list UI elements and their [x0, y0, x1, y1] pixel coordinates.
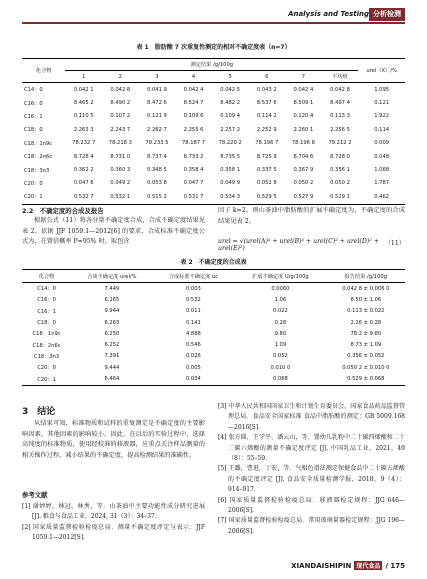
- compound-name: C16：1: [24, 113, 43, 120]
- table-cell: 0.360 3: [110, 167, 131, 174]
- compound-name: C20：1: [22, 190, 65, 204]
- compound-name: C18：1n9c: [32, 331, 61, 338]
- table-cell: 2.255 6: [183, 126, 204, 133]
- table-cell: 7.391: [104, 353, 120, 360]
- table1-column-header: 1: [65, 71, 102, 83]
- table-cell: 0.047 7: [183, 180, 204, 187]
- compound-name: C16：0: [37, 297, 56, 304]
- table-cell: 78.232 7: [72, 140, 96, 147]
- table1-column-header: 平均值: [322, 71, 359, 83]
- urel-cell: 0.009: [374, 140, 390, 147]
- table2-column-header: 合成标准不确定度 uc: [153, 270, 234, 283]
- compound-name: C20：1: [22, 373, 71, 385]
- compound-name: C18：2n6c: [32, 342, 61, 349]
- table-cell: 0.053 8: [147, 180, 167, 187]
- table-row: [22, 83, 405, 97]
- table1-header-urel: urel（X）/%: [358, 59, 405, 83]
- table-cell: 0.529 5: [248, 190, 285, 204]
- table-cell: 0.034: [153, 373, 234, 385]
- compound-name: C18：2n6c: [24, 154, 53, 161]
- table-cell: 0.042 1: [73, 86, 94, 93]
- table-row: [22, 150, 405, 163]
- table-cell: 8.728 4: [73, 153, 94, 160]
- table1-column-header: 6: [248, 71, 285, 83]
- table-cell: 1.06: [274, 296, 287, 303]
- formula-number: （11）: [384, 240, 405, 247]
- table1-column-header: 2: [102, 71, 139, 83]
- table-cell: 78.233 5: [145, 140, 169, 147]
- table-cell: 0.050 2 ± 0.010 0: [342, 364, 390, 371]
- table-cell: 0.527 9: [285, 190, 322, 204]
- urel-cell: 0.048: [374, 153, 390, 160]
- header-section-badge: 分析检测: [369, 8, 405, 21]
- urel-cell: 1.095: [374, 86, 390, 93]
- compound-name: C20：0: [24, 180, 43, 187]
- table-cell: 7.449: [104, 285, 120, 292]
- table-row: [22, 339, 405, 350]
- compound-name: C14：0: [37, 286, 56, 293]
- table-row: [22, 328, 405, 339]
- table-cell: 0.003: [185, 285, 201, 292]
- compound-name: C18：3n3: [24, 167, 50, 174]
- table-cell: 0.049 2: [110, 180, 131, 187]
- table-cell: 0.026: [185, 353, 201, 360]
- table-cell: 2.263 3: [73, 126, 94, 133]
- table1-column-header: 5: [212, 71, 249, 83]
- table-cell: 0.050 2: [330, 180, 350, 187]
- table-row: [22, 177, 405, 190]
- table-cell: 0.531 7: [175, 190, 212, 204]
- table-cell: 0.28: [274, 319, 287, 326]
- compound-name: C18：0: [24, 127, 43, 134]
- compound-name: C18：0: [37, 320, 56, 327]
- table-row: [22, 373, 405, 385]
- table-cell: 2.260 1: [293, 126, 314, 133]
- table-cell: 78.220 2: [218, 140, 242, 147]
- table-cell: 8.465 2: [73, 100, 94, 107]
- table-cell: 0.047 6: [73, 180, 94, 187]
- compound-name: C16：1: [37, 308, 56, 315]
- table-cell: 0.011: [185, 308, 201, 315]
- table-cell: 0.367 9: [293, 167, 314, 174]
- table-cell: 0.109 4: [220, 113, 241, 120]
- table-cell: 78.218 3: [108, 140, 132, 147]
- table-row: [22, 96, 405, 109]
- table-cell: 8.524 7: [183, 100, 204, 107]
- table-cell: 0.546: [185, 342, 201, 349]
- table-cell: 0.050 2: [293, 180, 314, 187]
- table-cell: 6.250: [104, 330, 120, 337]
- table-cell: 0.049 9: [220, 180, 241, 187]
- table-cell: 0.022: [272, 308, 288, 315]
- uncertainty-formula: [218, 238, 405, 252]
- table-cell: 0.110 5: [73, 113, 94, 120]
- table-cell: 0.107 2: [110, 113, 131, 120]
- table-cell: 6.265: [104, 296, 120, 303]
- reference-item: [3] 中华人民共和国国家卫生和计划生育委员会，国家食品药品监督管理总局．食品安全国家标准 食品中脂肪酸的测定：GB 5009.168—2016[S].: [218, 403, 405, 431]
- table-cell: 0.113 ± 0.022: [347, 308, 385, 315]
- table-cell: 8.73 ± 1.09: [350, 342, 382, 349]
- table-cell: 0.042 4: [183, 86, 204, 93]
- table-cell: 0.534 3: [212, 190, 249, 204]
- table-cell: 78.2 ± 9.80: [350, 330, 382, 337]
- table-row: [22, 362, 405, 373]
- compound-name: C18：1n9c: [24, 140, 53, 147]
- table-cell: 8.490 2: [110, 100, 131, 107]
- table-cell: 8.482 2: [220, 100, 241, 107]
- table-cell: 8.737 4: [147, 153, 167, 160]
- table-cell: 0.114 2: [256, 113, 277, 120]
- table-cell: 8.731 0: [110, 153, 131, 160]
- table-cell: 0.120 4: [293, 113, 314, 120]
- table1-column-header: 3: [139, 71, 176, 83]
- table-cell: 0.141: [185, 319, 201, 326]
- header-section-label: Analysis and Testing: [288, 10, 369, 18]
- table2-column-header: 合成不确定度 urel/%: [71, 270, 153, 283]
- table-row: [22, 351, 405, 362]
- table-cell: 6.252: [104, 342, 120, 349]
- table1-header-compound: 化合物: [22, 59, 65, 83]
- table-cell: 8.735 5: [220, 153, 241, 160]
- table-cell: 0.042 5: [220, 86, 241, 93]
- compound-name: C20：0: [37, 365, 56, 372]
- table-cell: 0.529 ± 0.068: [327, 373, 405, 385]
- table-cell: 0.532 1: [102, 190, 139, 204]
- reference-item: [2] 国家质量监督检验检疫总局．测量不确定度评定与表示：JJF 1059.1—2012[S].: [22, 523, 205, 542]
- reference-item: [5] 王璐，曹进，丁宏，等．气相色谱法测定保健食品中二十碳五烯酸的不确定度评定 [J]. 食品安全质量检测学报，2018，9（4）：914–917.: [218, 465, 405, 494]
- table-row: [22, 317, 405, 328]
- footer-site: XIANDAISHIPIN: [291, 561, 352, 570]
- combined-uncertainty-table: [22, 269, 405, 386]
- table-cell: 2.262 7: [147, 126, 167, 133]
- compound-name: C16：0: [24, 100, 43, 107]
- table-cell: 0.362 2: [73, 167, 94, 174]
- table-cell: 0.0060: [271, 285, 290, 292]
- table-cell: 8.472 6: [147, 100, 167, 107]
- table2-column-header: 报告结果 /g/100g: [327, 270, 405, 283]
- page-footer: [291, 561, 405, 570]
- table-cell: 0.042 4: [293, 86, 314, 93]
- table-cell: 0.529 1: [322, 190, 359, 204]
- table-cell: 0.121 9: [147, 113, 167, 120]
- table1-caption: 表 1 脂肪酸 7 次重复性测定的相对不确定度表（n=7）: [136, 44, 291, 51]
- table-cell: 78.187 7: [182, 140, 206, 147]
- table-cell: 9.444: [104, 364, 120, 371]
- table-cell: 0.515 2: [139, 190, 176, 204]
- urel-cell: 0.121: [374, 100, 390, 107]
- compound-name: C18：3n3: [33, 353, 60, 360]
- table1-header-group: 测定结果 /g/100g: [65, 59, 358, 71]
- compound-name: C14：0: [24, 87, 43, 94]
- table-cell: 2.257 2: [220, 126, 241, 133]
- urel-cell: 0.462: [358, 190, 405, 204]
- table-cell: 0.337 5: [256, 167, 277, 174]
- table-row: [22, 110, 405, 123]
- table2-column-header: 化合物: [22, 270, 71, 283]
- table-cell: 0.041 9: [147, 86, 167, 93]
- formula-expression: urel = √(urel(A)² + urel(B)² + urel(C)² + urel(D)² + urel(E)²): [218, 238, 379, 252]
- table-cell: 8.497 4: [330, 100, 350, 107]
- table-cell: 0.042 8: [330, 86, 350, 93]
- table-cell: 0.043 2: [256, 86, 277, 93]
- table-cell: 0.113 3: [330, 113, 350, 120]
- table-row: [22, 123, 405, 136]
- table-cell: 4.888: [185, 330, 201, 337]
- table-cell: 6.464: [71, 373, 153, 385]
- table-cell: 0.005: [185, 364, 201, 371]
- footer-badge: 现代食品: [356, 563, 381, 570]
- reference-item: [7] 国家质量监督检验检疫总局．常用玻璃量器检定规程：JJG 196—2006[S].: [218, 517, 405, 535]
- reference-item: [6] 国家质量监督检验检疫总局．移液器检定规程：JJG 646—2006[S].: [218, 496, 405, 515]
- reference-item: [4] 张方圆，王学平，潘云山，等．婴幼儿乳粉中二十碳四烯酸和二十二碳六烯酸的测量不确定度评定 [J]. 中国乳品工业，2021，49（8）：55–59.: [218, 434, 405, 463]
- table-cell: 0.356 1: [330, 167, 350, 174]
- table-row: [22, 137, 405, 150]
- table2-column-header: 扩展不确定度 U/g/100g: [234, 270, 327, 283]
- table1-column-header: 7: [285, 71, 322, 83]
- table-cell: 0.042 8: [110, 86, 131, 93]
- table-cell: 1.09: [274, 342, 287, 349]
- urel-cell: 1.787: [374, 180, 390, 187]
- conclusion-heading: 3 结论: [22, 407, 56, 417]
- references-heading: 参考文献: [22, 491, 48, 499]
- table-cell: 8.725 9: [256, 153, 277, 160]
- repeatability-table: [22, 58, 405, 205]
- table-cell: 8.704 6: [293, 153, 314, 160]
- table-row: [22, 283, 405, 295]
- table-cell: 8.50 ± 1.06: [350, 296, 382, 303]
- table-cell: 0.532 7: [65, 190, 102, 204]
- table-cell: 2.252 9: [256, 126, 277, 133]
- table-cell: 0.358 4: [183, 167, 204, 174]
- urel-cell: 1.922: [374, 113, 390, 120]
- header-rule: [22, 22, 405, 24]
- table-cell: 0.532: [185, 296, 201, 303]
- table-cell: 78.196 8: [291, 140, 315, 147]
- section-2-2-paragraph-right: 因子 k=2，则山茶油中脂肪酸的扩展不确定度为，不确定度的合成结果见表 2。: [218, 207, 405, 225]
- table-cell: 8.728 0: [330, 153, 350, 160]
- table-cell: 2.26 ± 0.28: [350, 319, 382, 326]
- table-cell: 0.109 6: [183, 113, 204, 120]
- table-cell: 2.243 7: [110, 126, 131, 133]
- table1-column-header: 4: [175, 71, 212, 83]
- table-cell: 8.509 1: [293, 100, 314, 107]
- table-cell: 8.537 6: [256, 100, 277, 107]
- table-cell: 78.196 7: [255, 140, 279, 147]
- section-2-2-heading: 2.2 不确定度的合成及报告: [22, 207, 104, 215]
- page-number: / 175: [385, 561, 405, 570]
- table-cell: 6.263: [104, 319, 120, 326]
- table-cell: 9.80: [274, 330, 287, 337]
- table-cell: 0.042 8 ± 0.006 0: [342, 285, 390, 292]
- table-cell: 0.348 5: [147, 167, 167, 174]
- section-2-2-paragraph-left: 根据公式（11）将各分量不确定度合成，合成不确定度结果见表 2。依据 JJF 1059.1—2012[6] 的要求，合成标准不确定度公式为，在置信概率 P=95% 时，取包含: [22, 217, 205, 245]
- table2-caption: 表 2 不确定度的合成表: [180, 259, 247, 266]
- table-cell: 9.944: [104, 308, 120, 315]
- table-cell: 8.733 2: [183, 153, 204, 160]
- table-cell: 0.358 1: [220, 167, 241, 174]
- table-cell: 78.212 2: [328, 140, 352, 147]
- table-cell: 0.052: [272, 353, 288, 360]
- reference-item: [1] 谢婷婷，林冠，林秀，等．山茶油中主要功能性成分研究进展 [J]. 粮食与食品工业，2024, 31（3）：34–37.: [22, 503, 205, 521]
- table-cell: 0.052 8: [256, 180, 277, 187]
- table-cell: 0.010 0: [270, 364, 291, 371]
- urel-cell: 1.068: [374, 167, 390, 174]
- table-row: [22, 306, 405, 317]
- table-cell: 2.256 5: [330, 126, 350, 133]
- table-cell: 0.356 ± 0.052: [347, 353, 385, 360]
- table-row: [22, 294, 405, 305]
- references-list-left: [22, 502, 205, 544]
- urel-cell: 0.114: [374, 126, 390, 133]
- table-cell: 0.068: [234, 373, 327, 385]
- conclusion-paragraph: 从结果可知，标准物质和试样的重复测定是不确定度的主要影响因素，其他因素的影响较小。因此，在以后的实验过程中，选择高纯度的标准物质，使用经校准的移液器，应重点关注样品测量的相关操作过程，减小结果的不确定度，提高检测结果的准确性。: [22, 420, 205, 459]
- table-row: [22, 190, 405, 204]
- references-list-right: [218, 402, 405, 537]
- table-row: [22, 163, 405, 176]
